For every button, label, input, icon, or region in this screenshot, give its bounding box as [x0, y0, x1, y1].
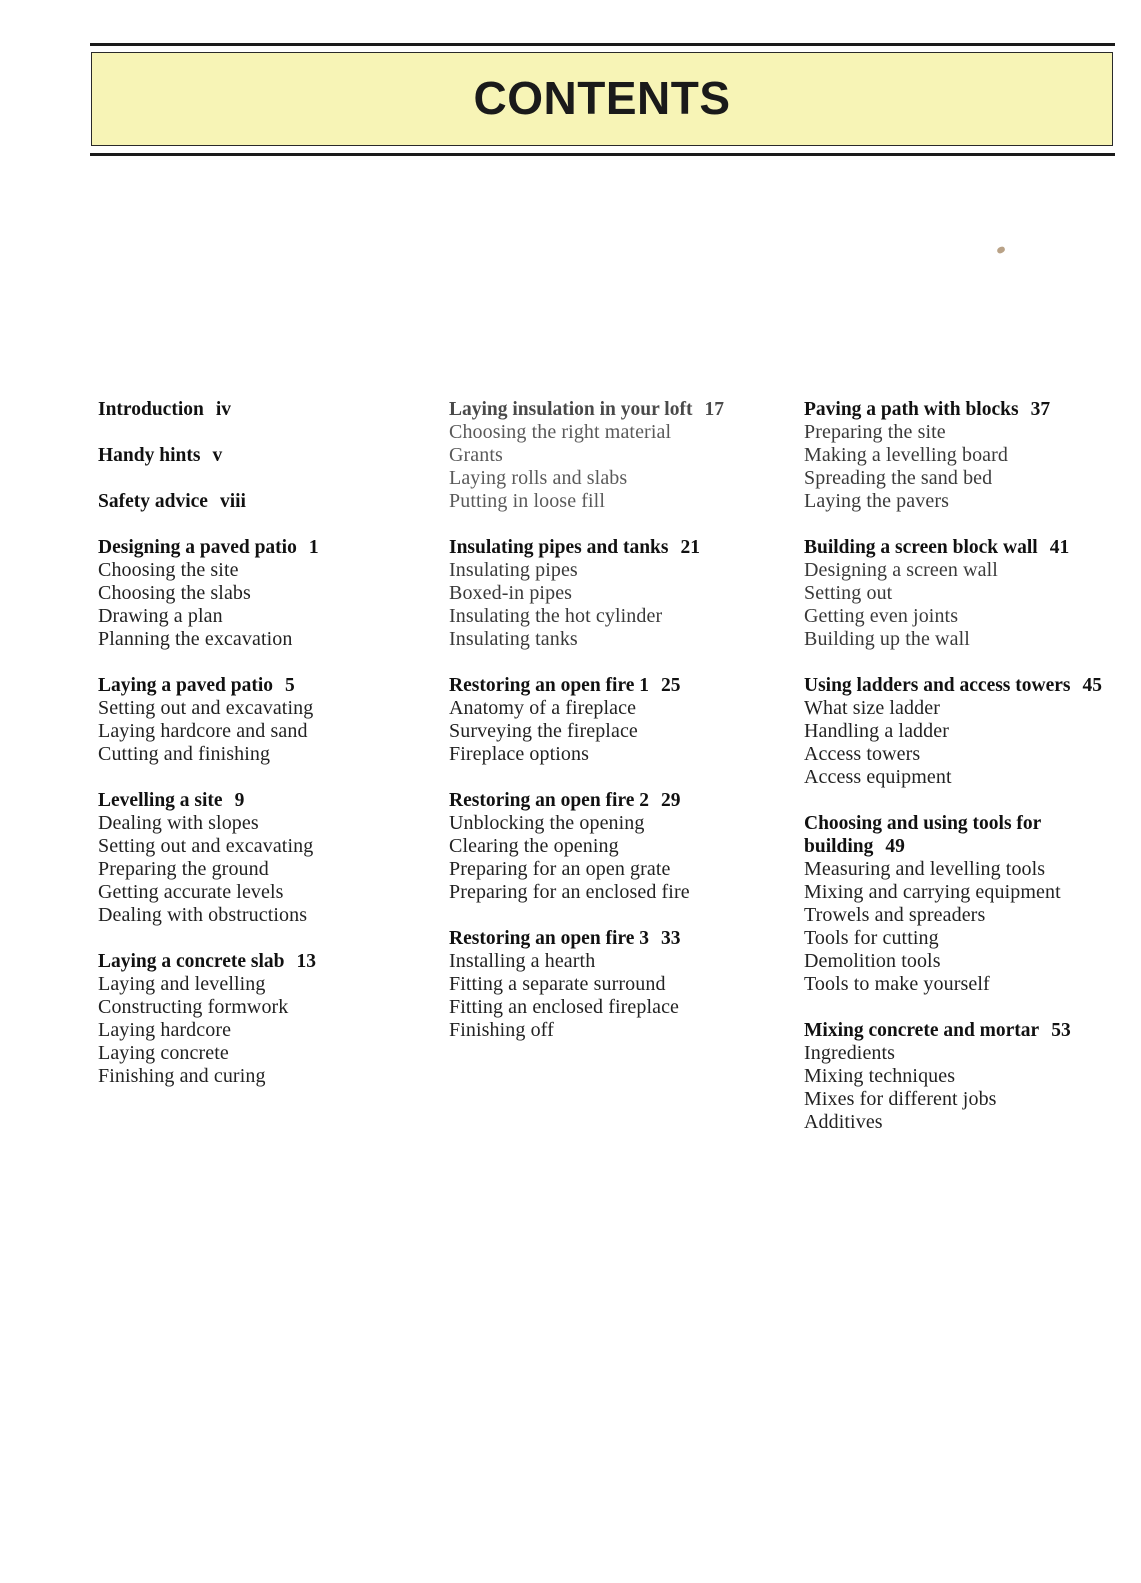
toc-section-title[interactable]: Restoring an open fire 2 [449, 790, 650, 811]
toc-section-title[interactable]: Restoring an open fire 3 [449, 928, 650, 949]
toc-subitem: Tools to make yourself [804, 973, 990, 995]
toc-section-title[interactable]: Insulating pipes and tanks [449, 537, 669, 558]
toc-page-number: 5 [285, 675, 295, 696]
toc-section-title[interactable]: Designing a paved patio [98, 537, 297, 558]
toc-subitem: Mixing and carrying equipment [804, 881, 1061, 903]
toc-section-title[interactable]: Safety advice [98, 491, 208, 512]
toc-subitem: Choosing the right material [449, 421, 672, 443]
toc-section-designing-patio [98, 536, 418, 651]
toc-section-handy-hints [98, 444, 418, 467]
toc-subitem: Mixes for different jobs [804, 1088, 997, 1110]
toc-section-heading[interactable] [449, 674, 779, 697]
toc-subitem: Preparing the ground [98, 858, 269, 880]
toc-subitem: Drawing a plan [98, 605, 223, 627]
toc-subitem: Laying hardcore and sand [98, 720, 308, 742]
toc-section-heading[interactable] [98, 490, 418, 513]
toc-page-number: 41 [1049, 537, 1070, 558]
toc-section-title[interactable]: Laying a paved patio [98, 675, 273, 696]
toc-page-number: 25 [661, 675, 681, 696]
toc-subitem: Fitting an enclosed fireplace [449, 996, 680, 1018]
toc-section-title[interactable]: Restoring an open fire 1 [449, 675, 650, 696]
toc-section-title[interactable]: Building a screen block wall [804, 537, 1038, 558]
toc-subitem: Anatomy of a fireplace [449, 697, 637, 719]
toc-section-open-fire-2 [449, 789, 779, 904]
toc-section-heading[interactable] [98, 536, 418, 559]
toc-subitem: Building up the wall [804, 628, 970, 650]
toc-subitem: Access equipment [804, 766, 952, 788]
toc-section-title[interactable]: Laying insulation in your loft [449, 399, 693, 420]
toc-section-concrete-mortar [804, 1019, 1124, 1134]
page-title: CONTENTS [473, 72, 731, 124]
toc-section-safety-advice [98, 490, 418, 513]
toc-section-heading[interactable] [449, 536, 779, 559]
toc-section-heading[interactable] [98, 444, 418, 467]
toc-section-open-fire-3 [449, 927, 779, 1042]
contents-column-3 [804, 398, 1124, 1157]
toc-subitem: Preparing for an enclosed fire [449, 881, 690, 903]
toc-subitem: Choosing the site [98, 559, 239, 581]
toc-page-number: viii [219, 491, 246, 512]
toc-subitem: Making a levelling board [804, 444, 1009, 466]
toc-subitem: Planning the excavation [98, 628, 293, 650]
toc-section-levelling-site [98, 789, 418, 927]
header-bottom-rule [90, 153, 1115, 156]
toc-subitem: Preparing for an open grate [449, 858, 671, 880]
toc-section-heading[interactable] [804, 1019, 1124, 1042]
toc-section-introduction [98, 398, 418, 421]
toc-subitem: Boxed-in pipes [449, 582, 573, 604]
toc-subitem: Laying concrete [98, 1042, 229, 1064]
toc-subitem: Getting even joints [804, 605, 959, 627]
toc-subitem: Surveying the fireplace [449, 720, 638, 742]
toc-subitem: Insulating pipes [449, 559, 578, 581]
toc-subitem: Installing a hearth [449, 950, 596, 972]
toc-subitem: Setting out [804, 582, 893, 604]
toc-section-laying-patio [98, 674, 418, 766]
toc-section-title[interactable]: Levelling a site [98, 790, 223, 811]
contents-column-1 [98, 398, 418, 1111]
toc-section-heading[interactable] [98, 789, 418, 812]
toc-subitem: Unblocking the opening [449, 812, 645, 834]
toc-subitem: Access towers [804, 743, 921, 765]
header-top-rule [90, 43, 1115, 46]
toc-section-heading[interactable] [804, 812, 1124, 858]
toc-section-ladders-towers [804, 674, 1124, 789]
toc-subitem: Choosing the slabs [98, 582, 251, 604]
toc-section-title[interactable]: Mixing concrete and mortar [804, 1020, 1040, 1041]
toc-page-number: v [212, 445, 223, 466]
toc-section-heading[interactable] [98, 950, 418, 973]
toc-page-number: 1 [308, 537, 319, 558]
toc-subitem: Getting accurate levels [98, 881, 284, 903]
toc-subitem: Additives [804, 1111, 883, 1133]
toc-section-heading[interactable] [804, 536, 1124, 559]
toc-section-heading[interactable] [449, 398, 779, 421]
toc-section-title[interactable]: Laying a concrete slab [98, 951, 285, 972]
toc-section-heading[interactable] [98, 398, 418, 421]
toc-subitem: Preparing the site [804, 421, 946, 443]
toc-page-number: iv [215, 399, 232, 420]
toc-subitem: Insulating the hot cylinder [449, 605, 663, 627]
toc-section-heading[interactable] [449, 789, 779, 812]
toc-page-number: 53 [1051, 1020, 1071, 1041]
toc-section-title[interactable]: Handy hints [98, 445, 201, 466]
toc-subitem: Finishing and curing [98, 1065, 266, 1087]
toc-subitem: Demolition tools [804, 950, 941, 972]
toc-page-number: 37 [1030, 399, 1051, 420]
toc-page-number: 33 [661, 928, 681, 949]
toc-subitem: Mixing techniques [804, 1065, 956, 1087]
toc-section-pipes-tanks [449, 536, 779, 651]
toc-subitem: Laying rolls and slabs [449, 467, 628, 489]
toc-subitem: Dealing with slopes [98, 812, 259, 834]
toc-page-number: 17 [704, 399, 724, 420]
toc-subitem: Spreading the sand bed [804, 467, 993, 489]
toc-section-title[interactable]: Introduction [98, 399, 204, 420]
toc-subitem: Handling a ladder [804, 720, 949, 742]
toc-section-paving-path [804, 398, 1124, 513]
toc-subitem: Clearing the opening [449, 835, 619, 857]
toc-subitem: Setting out and excavating [98, 835, 314, 857]
toc-page-number: 9 [234, 790, 245, 811]
toc-subitem: Measuring and levelling tools [804, 858, 1046, 880]
toc-subitem: Tools for cutting [804, 927, 939, 949]
toc-page-number: 29 [661, 790, 681, 811]
toc-subitem: Insulating tanks [449, 628, 578, 650]
toc-section-title[interactable]: Choosing and using tools for building [804, 813, 1041, 857]
toc-section-open-fire-1 [449, 674, 779, 766]
toc-section-screen-block-wall [804, 536, 1124, 651]
toc-section-heading[interactable] [98, 674, 418, 697]
toc-subitem: Constructing formwork [98, 996, 289, 1018]
toc-section-heading[interactable] [804, 398, 1124, 421]
toc-subitem: Trowels and spreaders [804, 904, 986, 926]
toc-section-tools-building [804, 812, 1124, 996]
toc-subitem: Ingredients [804, 1042, 896, 1064]
toc-section-title[interactable]: Using ladders and access towers [804, 675, 1071, 696]
toc-subitem: Laying hardcore [98, 1019, 232, 1041]
toc-section-concrete-slab [98, 950, 418, 1088]
toc-section-heading[interactable] [449, 927, 779, 950]
toc-section-title[interactable]: Paving a path with blocks [804, 399, 1019, 420]
toc-section-loft-insulation [449, 398, 779, 513]
toc-subitem: Grants [449, 444, 503, 466]
toc-subitem: What size ladder [804, 697, 940, 719]
toc-subitem: Dealing with obstructions [98, 904, 308, 926]
toc-subitem: Cutting and finishing [98, 743, 271, 765]
toc-subitem: Putting in loose fill [449, 490, 605, 512]
toc-subitem: Fitting a separate surround [449, 973, 666, 995]
toc-subitem: Designing a screen wall [804, 559, 998, 581]
toc-subitem: Fireplace options [449, 743, 590, 765]
paper-speck [996, 246, 1006, 254]
contents-column-2 [449, 398, 779, 1065]
toc-page-number: 21 [680, 537, 700, 558]
toc-page-number: 13 [296, 951, 317, 972]
toc-subitem: Finishing off [449, 1019, 554, 1041]
toc-page-number: 45 [1082, 675, 1102, 696]
toc-page-number: 49 [885, 836, 905, 857]
toc-subitem: Laying and levelling [98, 973, 266, 995]
toc-subitem: Setting out and excavating [98, 697, 314, 719]
toc-section-heading[interactable] [804, 674, 1124, 697]
toc-subitem: Laying the pavers [804, 490, 949, 512]
